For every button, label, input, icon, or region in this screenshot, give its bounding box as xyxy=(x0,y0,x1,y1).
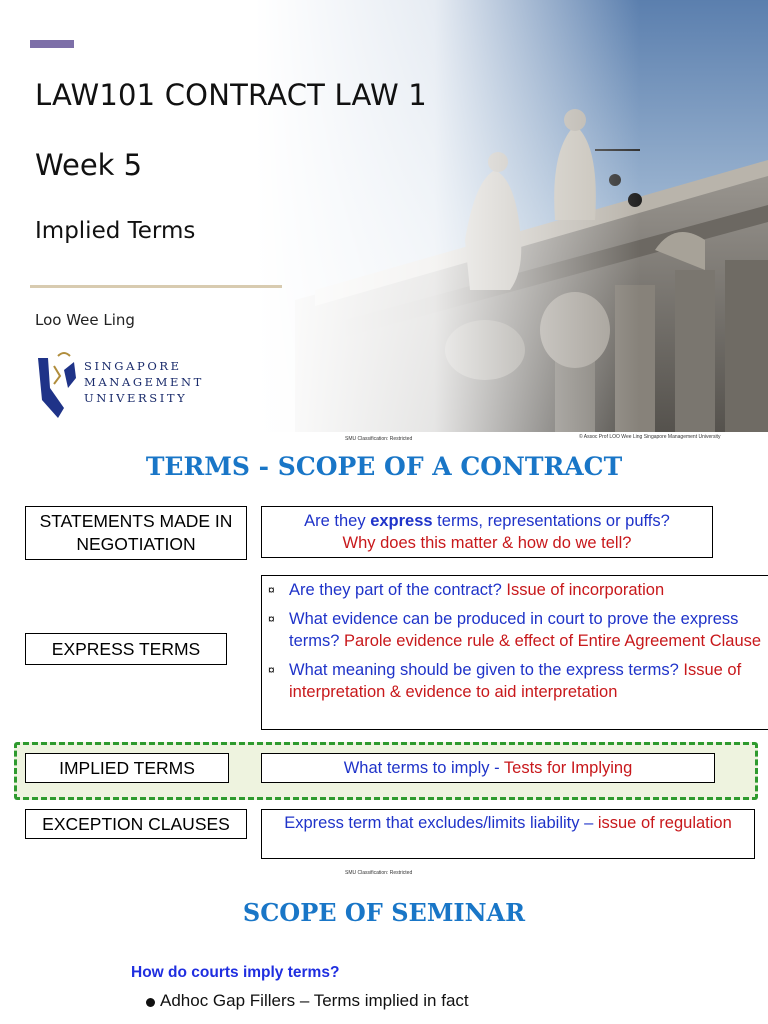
implied-desc-box xyxy=(261,753,715,783)
express-bullet: ¤ What meaning should be given to the express terms? Issue of interpretation & evidence to aid interpretation xyxy=(268,661,742,701)
express-desc-box xyxy=(261,575,768,730)
negotiation-desc-box xyxy=(261,506,713,558)
week-label: Week 5 xyxy=(35,148,143,182)
accent-bar xyxy=(30,40,74,48)
smu-wordmark: SINGAPORE MANAGEMENT UNIVERSITY xyxy=(84,359,204,405)
exception-question: Express term that excludes/limits liability – xyxy=(284,814,594,832)
slide-title: SCOPE OF SEMINAR xyxy=(242,898,526,927)
negotiation-note: Why does this matter & how do we tell? xyxy=(342,534,632,552)
express-bullet: ¤ What evidence can be produced in court to prove the express terms? Parole evidence rule & effect of Entire Agreement Clause xyxy=(268,610,762,650)
divider xyxy=(30,285,282,288)
classification-label: SMU Classification: Restricted xyxy=(345,436,413,442)
negotiation-question: Are they express terms, representations or puffs? xyxy=(304,512,670,530)
express-label: EXPRESS TERMS xyxy=(51,638,201,659)
implied-label-box xyxy=(25,753,229,783)
bullet-icon xyxy=(146,998,155,1007)
negotiation-label: STATEMENTS MADE IN NEGOTIATION xyxy=(39,511,233,554)
title-slide xyxy=(0,0,768,444)
exception-desc-box xyxy=(261,809,755,859)
author-name: Loo Wee Ling xyxy=(35,311,135,329)
copyright-notice: © Assoc Prof LOO Wee Ling Singapore Management University xyxy=(579,434,721,440)
lecture-subtitle: Implied Terms xyxy=(35,218,196,244)
course-title: LAW101 CONTRACT LAW 1 xyxy=(35,78,427,112)
seminar-question: How do courts imply terms? xyxy=(131,964,340,981)
negotiation-label-box xyxy=(25,506,247,560)
seminar-scope-slide xyxy=(0,880,768,1024)
implied-note: Tests for Implying xyxy=(503,759,633,777)
implied-question: What terms to imply - xyxy=(343,759,500,777)
express-label-box xyxy=(25,633,227,665)
courthouse-statue-photo xyxy=(255,0,768,432)
list-item: Adhoc Gap Fillers – Terms implied in fact xyxy=(160,991,469,1011)
classification-label: SMU Classification: Restricted xyxy=(345,870,413,876)
express-bullet: ¤ Are they part of the contract? Issue of incorporation xyxy=(268,581,665,599)
implied-label: IMPLIED TERMS xyxy=(59,757,195,778)
exception-label: EXCEPTION CLAUSES xyxy=(42,813,230,834)
smu-crest-icon xyxy=(34,348,80,420)
exception-note: issue of regulation xyxy=(597,814,732,832)
terms-scope-slide xyxy=(0,444,768,880)
exception-label-box xyxy=(25,809,247,839)
slide-title: TERMS - SCOPE OF A CONTRACT xyxy=(145,452,623,481)
